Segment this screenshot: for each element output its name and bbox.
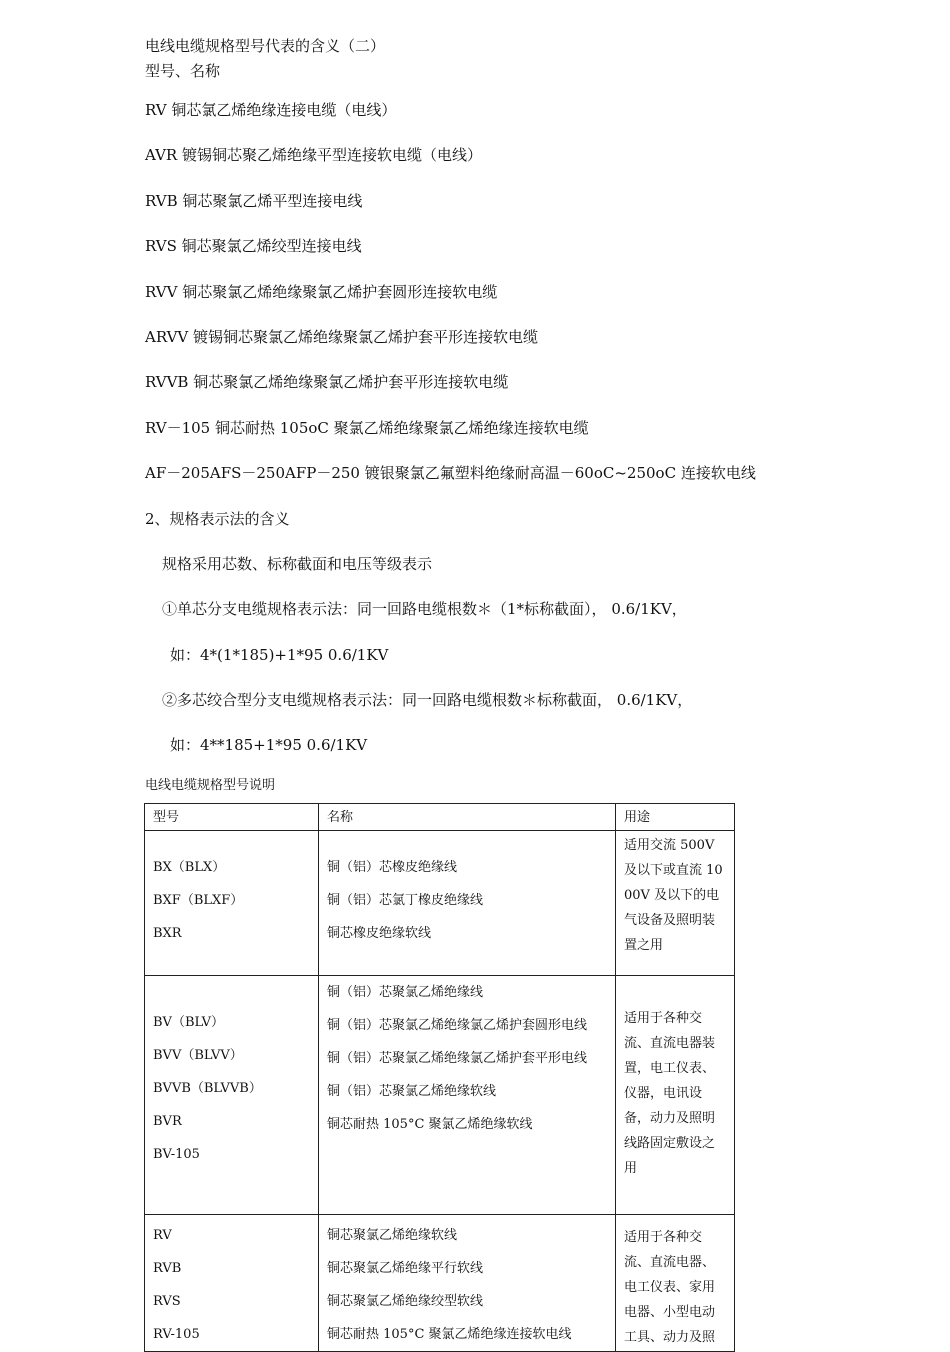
model-line: AVR 镀锡铜芯聚乙烯绝缘平型连接软电缆（电线）: [145, 146, 482, 164]
usage-cell: 适用于各种交流、直流电器、电工仪表、家用电器、小型电动工具、动力及照: [616, 1215, 735, 1352]
model-code: RVB: [153, 1261, 182, 1276]
model-name: 铜芯耐热 105°C 聚氯乙烯绝缘连接软电线: [327, 1327, 572, 1342]
model-name: 铜芯聚氯乙烯绝缘软线: [327, 1228, 458, 1243]
model-code: RV: [153, 1228, 172, 1243]
table-row: [145, 976, 735, 1215]
model-line: RVB 铜芯聚氯乙烯平型连接电线: [145, 192, 363, 210]
model-line: RV－105 铜芯耐热 105oC 聚氯乙烯绝缘聚氯乙烯绝缘连接软电缆: [145, 419, 589, 437]
model-code: BVVB（BLVVB）: [153, 1081, 262, 1096]
spec-example-1: 如：4*(1*185)+1*95 0.6/1KV: [170, 646, 389, 664]
model-line: RVS 铜芯聚氯乙烯绞型连接电线: [145, 237, 362, 255]
doc-subtitle: 型号、名称: [145, 62, 221, 80]
model-name: 铜（铝）芯橡皮绝缘线: [327, 860, 458, 875]
model-name: 铜芯橡皮绝缘软线: [327, 926, 432, 941]
usage-cell: 适用交流 500V 及以下或直流 1000V 及以下的电气设备及照明装置之用: [616, 831, 735, 976]
model-code: BV-105: [153, 1147, 200, 1162]
table-caption: 电线电缆规格型号说明: [145, 778, 276, 793]
model-code: BXR: [153, 926, 182, 941]
model-code: BV（BLV）: [153, 1015, 224, 1030]
model-name: 铜（铝）芯氯丁橡皮绝缘线: [327, 893, 484, 908]
name-cell: [319, 976, 616, 1215]
model-name: 铜芯耐热 105°C 聚氯乙烯绝缘软线: [327, 1117, 533, 1132]
table-row: [145, 1215, 735, 1352]
model-name: 铜（铝）芯聚氯乙烯绝缘氯乙烯护套圆形电线: [327, 1018, 588, 1033]
model-line: ARVV 镀锡铜芯聚氯乙烯绝缘聚氯乙烯护套平形连接软电缆: [145, 328, 539, 346]
model-line: RVV 铜芯聚氯乙烯绝缘聚氯乙烯护套圆形连接软电缆: [145, 283, 498, 301]
model-line: RVVB 铜芯聚氯乙烯绝缘聚氯乙烯护套平形连接软电缆: [145, 373, 509, 391]
model-name: 铜（铝）芯聚氯乙烯绝缘氯乙烯护套平形电线: [327, 1051, 588, 1066]
name-cell: [319, 831, 616, 976]
model-code: BVR: [153, 1114, 182, 1129]
model-cell: [145, 1215, 319, 1352]
model-cell: [145, 976, 319, 1215]
model-code: RV-105: [153, 1327, 200, 1342]
spec-item-1: ①单芯分支电缆规格表示法：同一回路电缆根数＊（1*标称截面）， 0.6/1KV，: [162, 600, 687, 618]
name-cell: [319, 1215, 616, 1352]
model-code: RVS: [153, 1294, 181, 1309]
model-code: BXF（BLXF）: [153, 893, 244, 908]
section-intro: 规格采用芯数、标称截面和电压等级表示: [162, 555, 433, 573]
model-line: RV 铜芯氯乙烯绝缘连接电缆（电线）: [145, 101, 397, 119]
table-header-row: [145, 804, 735, 831]
section-heading: 2、规格表示法的含义: [145, 510, 290, 528]
model-name: 铜芯聚氯乙烯绝缘绞型软线: [327, 1294, 484, 1309]
doc-title: 电线电缆规格型号代表的含义（二）: [145, 37, 386, 55]
header-name: 名称: [319, 804, 616, 831]
model-name: 铜芯聚氯乙烯绝缘平行软线: [327, 1261, 484, 1276]
model-cell: [145, 831, 319, 976]
spec-table: [144, 803, 735, 1352]
spec-item-2: ②多芯绞合型分支电缆规格表示法：同一回路电缆根数＊标称截面， 0.6/1KV，: [162, 691, 693, 709]
model-line: AF－205AFS－250AFP－250 镀银聚氯乙氟塑料绝缘耐高温－60oC~250oC 连接软电线: [145, 464, 756, 482]
usage-cell: 适用于各种交流、直流电器装置，电工仪表、仪器，电讯设备，动力及照明线路固定敷设之用: [616, 976, 735, 1215]
spec-example-2: 如：4**185+1*95 0.6/1KV: [170, 736, 368, 754]
model-code: BVV（BLVV）: [153, 1048, 243, 1063]
header-model: 型号: [145, 804, 319, 831]
model-code: BX（BLX）: [153, 860, 226, 875]
model-name: 铜（铝）芯聚氯乙烯绝缘线: [327, 985, 484, 1000]
table-row: [145, 831, 735, 976]
model-name: 铜（铝）芯聚氯乙烯绝缘软线: [327, 1084, 497, 1099]
header-usage: 用途: [616, 804, 735, 831]
